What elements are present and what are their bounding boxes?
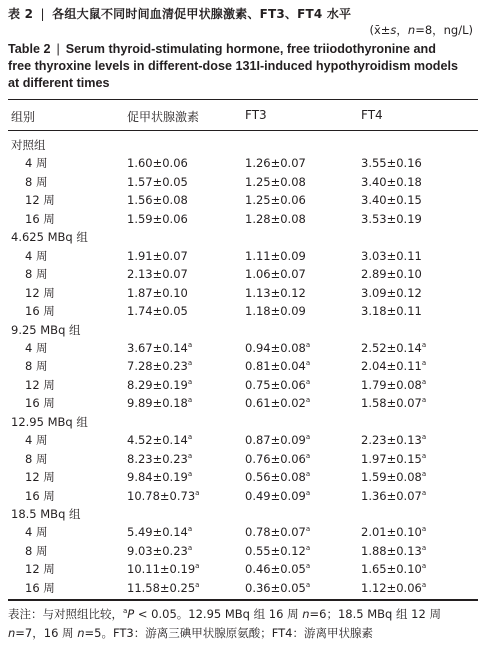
significance-mark: a (305, 488, 311, 497)
cell-ft3-value: 1.18±0.09 (245, 304, 306, 319)
group-name-value: 9.25 MBq 组 (11, 322, 81, 337)
cell-tsh-value: 8.23±0.23 (127, 451, 188, 466)
significance-mark: a (305, 396, 311, 405)
cell-ft4-value: 3.55±0.16 (361, 156, 422, 171)
cell-ft4-value: 3.09±0.12 (361, 285, 422, 300)
cell-ft4-value: 3.40±0.18 (361, 174, 422, 189)
cell-ft3-value: 0.87±0.09 (245, 433, 306, 448)
cell-tsh-value: 1.74±0.05 (127, 304, 188, 319)
cell-ft4 (361, 468, 426, 486)
cell-ft3-value: 0.56±0.08 (245, 470, 306, 485)
significance-mark: a (421, 451, 427, 460)
cell-time-value: 4 周 (25, 433, 48, 448)
cell-ft3 (245, 302, 306, 320)
significance-mark: a (187, 543, 193, 552)
significance-mark: a (421, 340, 427, 349)
cell-ft4-value: 3.40±0.15 (361, 193, 422, 208)
cell-time (25, 431, 47, 449)
cell-tsh-value: 1.60±0.06 (127, 156, 188, 171)
significance-mark: a (421, 470, 427, 479)
cell-ft4-value: 1.97±0.15 (361, 451, 422, 466)
significance-mark: a (421, 433, 427, 442)
cell-tsh-value: 1.91±0.07 (127, 248, 188, 263)
cn-table-title: 各组大鼠不同时间血清促甲状腺激素、FT3、FT4 水平 (52, 7, 352, 21)
group-row (0, 321, 483, 339)
cell-time-value: 12 周 (25, 377, 55, 392)
significance-mark: a (305, 451, 311, 460)
significance-mark: a (187, 396, 193, 405)
cell-ft4 (361, 210, 422, 228)
cell-ft3 (245, 560, 310, 578)
cell-ft3 (245, 247, 306, 265)
cell-ft3 (245, 339, 310, 357)
significance-mark: a (187, 433, 193, 442)
header-group: 组别 (11, 110, 36, 124)
cell-tsh-value: 11.58±0.25 (127, 580, 196, 595)
cell-ft4-value: 3.53±0.19 (361, 211, 422, 226)
cn-table-label: 表 2 (8, 7, 34, 21)
significance-mark: a (421, 562, 427, 571)
cell-ft4 (361, 542, 426, 560)
significance-mark: a (305, 340, 311, 349)
table-row (0, 284, 483, 302)
significance-mark: a (305, 359, 311, 368)
group-row (0, 413, 483, 431)
significance-mark: a (421, 488, 427, 497)
cell-tsh-value: 1.87±0.10 (127, 285, 188, 300)
table-row (0, 560, 483, 578)
cell-ft3-value: 0.76±0.06 (245, 451, 306, 466)
table-row (0, 394, 483, 412)
cell-ft4-value: 1.59±0.08 (361, 470, 422, 485)
significance-mark: a (305, 543, 311, 552)
table-row (0, 210, 483, 228)
cell-time-value: 4 周 (25, 156, 48, 171)
cell-ft3 (245, 468, 310, 486)
cell-tsh-value: 10.78±0.73 (127, 488, 196, 503)
cell-time (25, 265, 47, 283)
cell-tsh-value: 8.29±0.19 (127, 377, 188, 392)
cell-ft4-value: 2.52±0.14 (361, 340, 422, 355)
table-row (0, 523, 483, 541)
cell-time (25, 357, 47, 375)
cell-tsh (127, 191, 188, 209)
cell-ft4 (361, 450, 426, 468)
table-bottom-rule (8, 599, 478, 601)
cell-ft4 (361, 265, 422, 283)
en-caption-separator: | (56, 42, 60, 56)
significance-mark: a (305, 562, 311, 571)
en-table-label: Table 2 (8, 42, 51, 56)
significance-mark: a (421, 580, 427, 589)
significance-mark: a (421, 396, 427, 405)
cell-ft4-value: 1.65±0.10 (361, 562, 422, 577)
table-row (0, 487, 483, 505)
cell-time (25, 487, 55, 505)
table-row (0, 357, 483, 375)
table-row (0, 339, 483, 357)
cell-time (25, 302, 55, 320)
cell-tsh (127, 357, 192, 375)
cell-ft3 (245, 579, 310, 597)
table-row (0, 154, 483, 172)
cell-ft3-value: 0.94±0.08 (245, 340, 306, 355)
significance-mark: a (305, 377, 311, 386)
cell-time-value: 12 周 (25, 285, 55, 300)
cell-tsh (127, 523, 192, 541)
cell-time-value: 8 周 (25, 267, 48, 282)
significance-mark: a (305, 580, 311, 589)
significance-mark: a (195, 580, 200, 589)
cell-ft4 (361, 579, 426, 597)
cell-time (25, 560, 55, 578)
cell-time (25, 450, 47, 468)
group-name (11, 228, 88, 246)
cell-tsh-value: 1.56±0.08 (127, 193, 188, 208)
group-name (11, 321, 81, 339)
cell-ft3 (245, 487, 310, 505)
cell-ft3 (245, 210, 306, 228)
cell-ft4 (361, 431, 426, 449)
cell-ft4-value: 2.04±0.11 (361, 359, 422, 374)
cell-ft3 (245, 191, 306, 209)
table-header-rule (8, 130, 478, 131)
cell-time-value: 4 周 (25, 525, 48, 540)
cell-ft3 (245, 394, 310, 412)
significance-mark: a (421, 359, 427, 368)
cell-ft3 (245, 284, 306, 302)
cell-ft3-value: 0.61±0.02 (245, 396, 306, 411)
cell-time-value: 8 周 (25, 451, 48, 466)
cell-tsh (127, 394, 192, 412)
cell-ft4 (361, 560, 426, 578)
table-row (0, 191, 483, 209)
header-ft3: FT3 (245, 108, 267, 122)
cell-time (25, 173, 47, 191)
cell-time (25, 579, 55, 597)
table-row (0, 450, 483, 468)
cell-ft3-value: 0.78±0.07 (245, 525, 306, 540)
cell-ft4 (361, 394, 426, 412)
significance-mark: a (421, 543, 427, 552)
group-name-value: 18.5 MBq 组 (11, 507, 81, 521)
cell-time-value: 16 周 (25, 211, 55, 226)
cell-ft4-value: 2.01±0.10 (361, 525, 422, 540)
table-row (0, 265, 483, 283)
cell-tsh (127, 339, 192, 357)
en-table-caption (8, 41, 478, 92)
cell-ft4 (361, 191, 422, 209)
cell-tsh (127, 579, 199, 597)
significance-mark: a (305, 433, 311, 442)
cell-tsh-value: 1.57±0.05 (127, 174, 188, 189)
significance-mark: a (305, 525, 311, 534)
cell-ft4-value: 3.03±0.11 (361, 248, 422, 263)
cell-ft4 (361, 302, 422, 320)
group-name (11, 413, 88, 431)
cn-table-caption (8, 5, 351, 22)
cell-time (25, 191, 55, 209)
footnote-text: 表注：与对照组比较，$^a$P < 0.05。12.95 MBq 组 16 周 n=6；18.5 MBq 组 12 周 n=7，16 周 n=5。FT3：游离三碘甲状腺原氨酸；FT4：游离甲状腺素 (8, 607, 441, 640)
en-title-line-1: Serum thyroid-stimulating hormone, free triiodothyronine and (65, 42, 436, 56)
cell-ft4-value: 1.88±0.13 (361, 543, 422, 558)
en-title-line-2: free thyroxine levels in different-dose 131I-induced hypothyroidism models (8, 59, 458, 73)
cell-tsh (127, 173, 188, 191)
cell-tsh (127, 284, 188, 302)
caption-separator: | (40, 7, 45, 21)
significance-mark: a (421, 377, 427, 386)
cell-ft4-value: 1.79±0.08 (361, 377, 422, 392)
cell-tsh (127, 265, 188, 283)
cell-ft4 (361, 376, 426, 394)
cell-ft3 (245, 450, 310, 468)
cell-tsh-value: 1.59±0.06 (127, 211, 188, 226)
table-row (0, 542, 483, 560)
significance-mark: a (187, 340, 193, 349)
cell-tsh-value: 9.89±0.18 (127, 396, 188, 411)
significance-mark: a (187, 451, 193, 460)
significance-mark: a (187, 359, 193, 368)
cell-ft4-value: 2.89±0.10 (361, 267, 422, 282)
cell-time (25, 523, 47, 541)
table-row (0, 579, 483, 597)
cell-ft4-value: 1.58±0.07 (361, 396, 422, 411)
cell-ft3-value: 0.49±0.09 (245, 488, 306, 503)
cell-ft3 (245, 542, 310, 560)
cell-time-value: 8 周 (25, 359, 48, 374)
significance-mark: a (195, 562, 200, 571)
cell-ft4-value: 1.36±0.07 (361, 488, 422, 503)
cell-tsh-value: 2.13±0.07 (127, 267, 188, 282)
cell-ft3 (245, 265, 306, 283)
cell-tsh-value: 4.52±0.14 (127, 433, 188, 448)
cell-tsh (127, 376, 192, 394)
cell-ft3-value: 0.55±0.12 (245, 543, 306, 558)
cell-ft4-value: 3.18±0.11 (361, 304, 422, 319)
cell-time (25, 339, 47, 357)
cell-tsh (127, 247, 188, 265)
significance-mark: a (187, 377, 193, 386)
cell-ft4 (361, 154, 422, 172)
cell-ft3-value: 0.36±0.05 (245, 580, 306, 595)
cell-ft3-value: 1.25±0.08 (245, 174, 306, 189)
cell-ft3-value: 1.06±0.07 (245, 267, 306, 282)
cell-time-value: 16 周 (25, 488, 55, 503)
cell-tsh-value: 9.84±0.19 (127, 470, 188, 485)
cell-ft4 (361, 284, 422, 302)
cell-time-value: 16 周 (25, 304, 55, 319)
cell-tsh (127, 302, 188, 320)
header-tsh: 促甲状腺激素 (127, 110, 200, 124)
cell-time (25, 468, 55, 486)
header-ft4: FT4 (361, 108, 383, 122)
cell-ft3-value: 1.11±0.09 (245, 248, 306, 263)
cell-time-value: 4 周 (25, 340, 48, 355)
cell-ft4 (361, 247, 422, 265)
cell-ft4-value: 2.23±0.13 (361, 433, 422, 448)
table-units: (x̄±s，n=8，ng/L) (369, 23, 473, 37)
table-row (0, 247, 483, 265)
cell-time (25, 376, 55, 394)
cell-tsh-value: 7.28±0.23 (127, 359, 188, 374)
cell-tsh (127, 542, 192, 560)
cell-tsh-value: 10.11±0.19 (127, 562, 196, 577)
cell-ft3 (245, 173, 306, 191)
cell-ft3-value: 1.26±0.07 (245, 156, 306, 171)
cell-ft4 (361, 487, 426, 505)
cell-tsh (127, 431, 192, 449)
cell-ft3 (245, 357, 310, 375)
cell-ft4 (361, 357, 426, 375)
cell-time (25, 210, 55, 228)
cell-ft4-value: 1.12±0.06 (361, 580, 422, 595)
cell-time (25, 154, 47, 172)
cell-ft3-value: 1.28±0.08 (245, 211, 306, 226)
group-name (11, 505, 81, 523)
cell-ft3 (245, 431, 310, 449)
table-top-rule (8, 99, 478, 101)
significance-mark: a (187, 470, 193, 479)
cell-tsh-value: 5.49±0.14 (127, 525, 188, 540)
cell-ft4 (361, 173, 422, 191)
cell-time (25, 394, 55, 412)
en-caption-line-1 (8, 41, 478, 58)
group-name-value: 12.95 MBq 组 (11, 414, 88, 429)
cell-time (25, 542, 47, 560)
cell-ft3 (245, 523, 310, 541)
cell-time-value: 4 周 (25, 248, 48, 263)
table-footnote (8, 605, 478, 643)
cell-tsh (127, 487, 199, 505)
cell-ft3-value: 1.13±0.12 (245, 285, 306, 300)
group-row (0, 136, 483, 154)
group-name-value: 对照组 (11, 138, 46, 152)
cell-time-value: 16 周 (25, 580, 55, 595)
cell-ft4 (361, 523, 426, 541)
table-row (0, 173, 483, 191)
significance-mark: a (195, 488, 200, 497)
table-row (0, 468, 483, 486)
significance-mark: a (421, 525, 427, 534)
cell-tsh-value: 3.67±0.14 (127, 340, 188, 355)
group-name-value: 4.625 MBq 组 (11, 230, 88, 245)
cell-ft3 (245, 376, 310, 394)
cell-tsh (127, 450, 192, 468)
en-title-line-3: at different times (8, 76, 110, 90)
cell-time-value: 12 周 (25, 470, 55, 485)
table-row (0, 431, 483, 449)
group-row (0, 505, 483, 523)
cell-ft3-value: 0.75±0.06 (245, 377, 306, 392)
cell-tsh (127, 210, 188, 228)
table-row (0, 302, 483, 320)
cell-time-value: 12 周 (25, 562, 55, 577)
cell-time-value: 8 周 (25, 174, 48, 189)
cell-tsh (127, 560, 199, 578)
cell-tsh (127, 468, 192, 486)
cell-tsh-value: 9.03±0.23 (127, 543, 188, 558)
significance-mark: a (187, 525, 193, 534)
cell-tsh (127, 154, 188, 172)
cell-time (25, 284, 55, 302)
cell-time-value: 12 周 (25, 193, 55, 208)
cell-time-value: 8 周 (25, 543, 48, 558)
table-row (0, 376, 483, 394)
cell-ft3-value: 1.25±0.06 (245, 193, 306, 208)
significance-mark: a (305, 470, 311, 479)
cell-time-value: 16 周 (25, 396, 55, 411)
cell-ft4 (361, 339, 426, 357)
cell-ft3-value: 0.46±0.05 (245, 562, 306, 577)
group-row (0, 228, 483, 246)
group-name (11, 136, 46, 154)
cell-ft3-value: 0.81±0.04 (245, 359, 306, 374)
cell-time (25, 247, 47, 265)
cell-ft3 (245, 154, 306, 172)
